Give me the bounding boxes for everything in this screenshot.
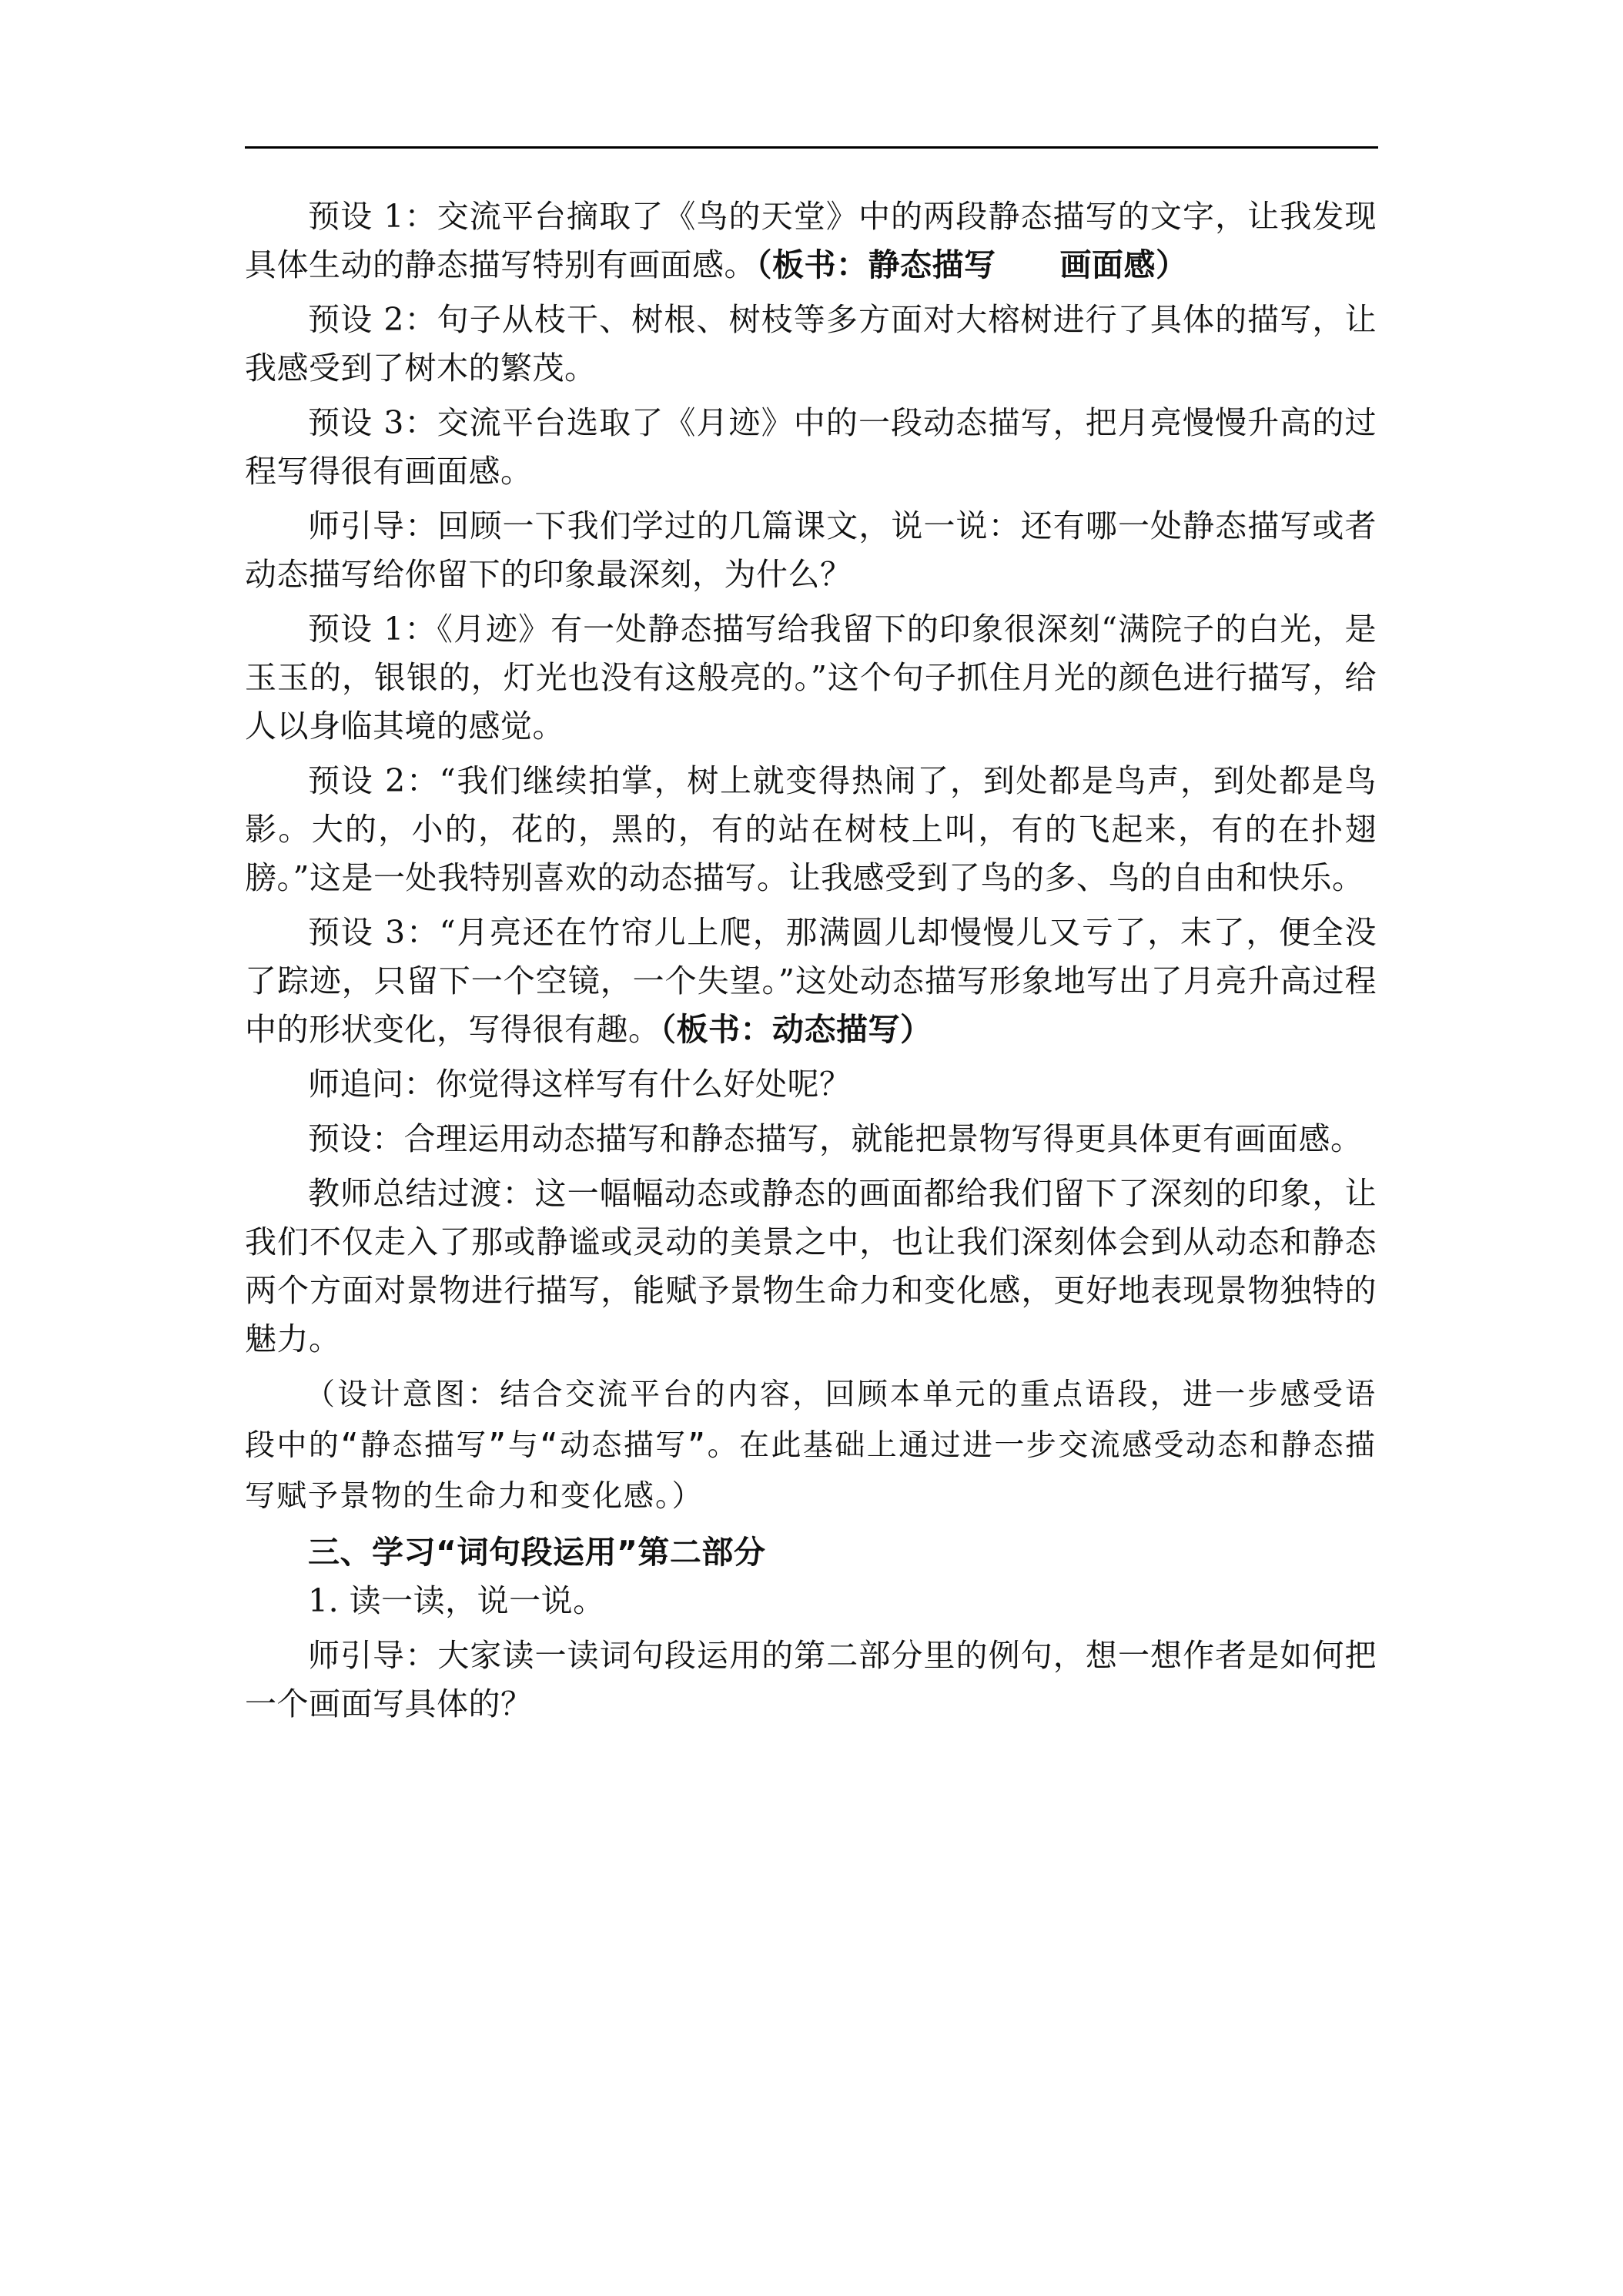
- paragraph-answer-3: [245, 909, 1377, 1054]
- document-body: [245, 192, 1377, 1729]
- paragraph-text: 预设 1：交流平台摘取了《鸟的天堂》中的两段静态描写的文字，让我发现具体生动的静态描写特别有画面感。: [245, 198, 1377, 283]
- paragraph-teacher-guide-2: 师引导：大家读一读词句段运用的第二部分里的例句，想一想作者是如何把一个画面写具体的？: [245, 1637, 1377, 1722]
- section-heading: 三、学习“词句段运用”第二部分: [308, 1534, 766, 1571]
- paragraph-answer: 预设：合理运用动态描写和静态描写，就能把景物写得更具体更有画面感。: [308, 1120, 1363, 1157]
- paragraph-preset-2: 预设 2：句子从枝干、树根、树枝等多方面对大榕树进行了具体的描写，让我感受到了树木的繁茂。: [245, 301, 1377, 387]
- paragraph-teacher-summary: 教师总结过渡：这一幅幅动态或静态的画面都给我们留下了深刻的印象，让我们不仅走入了那或静谧或灵动的美景之中，也让我们深刻体会到从动态和静态两个方面对景物进行描写，能赋予景物生命力和变化感，更好地表现景物独特的魅力。: [245, 1175, 1377, 1357]
- board-note: （板书：动态描写）: [660, 1011, 932, 1048]
- paragraph-preset-3: 预设 3：交流平台选取了《月迹》中的一段动态描写，把月亮慢慢升高的过程写得很有画面感。: [245, 404, 1377, 490]
- board-note: （板书：静态描写 画面感）: [756, 246, 1188, 283]
- paragraph-answer-2: 预设 2：“我们继续拍掌，树上就变得热闹了，到处都是鸟声，到处都是鸟影。大的，小的，花的，黑的，有的站在树枝上叫，有的飞起来，有的在扑翅膀。”这是一处我特别喜欢的动态描写。让我感受到了鸟的多、鸟的自由和快乐。: [245, 762, 1377, 896]
- paragraph-text: 预设 3：“月亮还在竹帘儿上爬，那满圆儿却慢慢儿又亏了，末了，便全没了踪迹，只留下一个空镜，一个失望。”这处动态描写形象地写出了月亮升高过程中的形状变化，写得很有趣。: [245, 914, 1377, 1048]
- paragraph-answer-1: 预设 1：《月迹》有一处静态描写给我留下的印象很深刻“满院子的白光，是玉玉的，银银的，灯光也没有这般亮的。”这个句子抓住月光的颜色进行描写，给人以身临其境的感觉。: [245, 611, 1377, 745]
- paragraph-teacher-guide: 师引导：回顾一下我们学过的几篇课文，说一说：还有哪一处静态描写或者动态描写给你留下的印象最深刻，为什么？: [245, 507, 1377, 593]
- paragraph-teacher-question: 师追问：你觉得这样写有什么好处呢？: [308, 1066, 852, 1103]
- design-intent-note: （设计意图：结合交流平台的内容，回顾本单元的重点语段，进一步感受语段中的“静态描写”与“动态描写”。在此基础上通过进一步交流感受动态和静态描写赋予景物的生命力和变化感。）: [245, 1377, 1377, 1514]
- list-item-1: 1. 读一读，说一说。: [308, 1582, 605, 1619]
- header-rule: [245, 146, 1378, 149]
- paragraph-preset-1: [245, 192, 1377, 290]
